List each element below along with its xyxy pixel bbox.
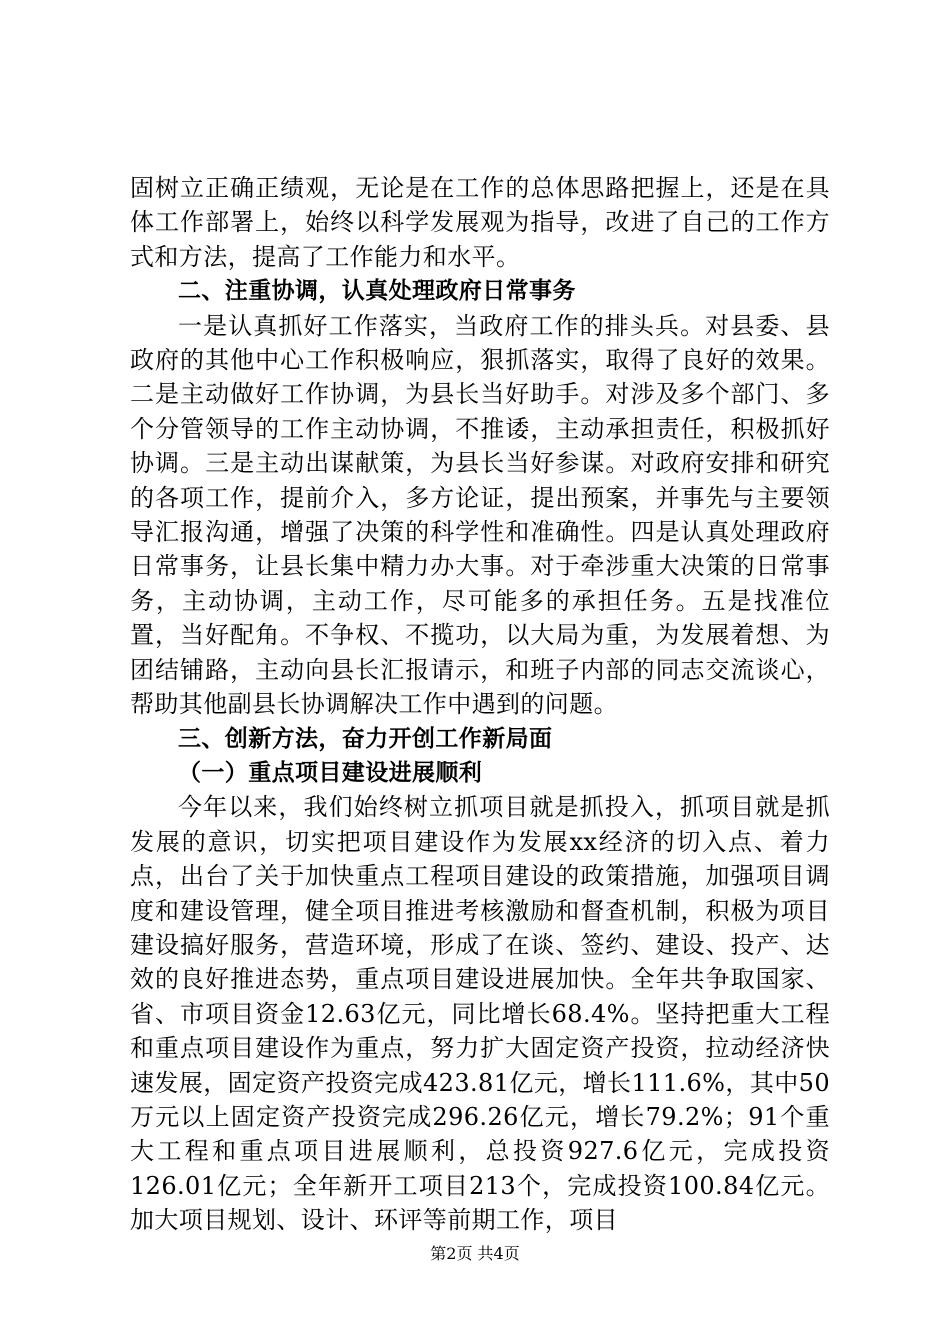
section-heading-2: 二、注重协调，认真处理政府日常事务 bbox=[178, 278, 576, 305]
paragraph-2: 一是认真抓好工作落实，当政府工作的排头兵。对县委、县政府的其他中心工作积极响应，狠抓落实，取得了良好的效果。二是主动做好工作协调，为县长当好助手。对涉及多个部门、多个分管领导的工作主动协调，不推诿，主动承担责任，积极抓好协调。三是主动出谋献策，为县长当好参谋。对政府安排和研究的各项工作，提前介入，多方论证，提出预案，并事先与主要领导汇报沟通，增强了决策的科学性和准确性。四是认真处理政府日常事务，让县长集中精力办大事。对于牵涉重大决策的日常事务，主动协调，主动工作，尽可能多的承担任务。五是找准位置，当好配角。不争权、不揽功，以大局为重，为发展着想、为团结铺路，主动向县长汇报请示，和班子内部的同志交流谈心，帮助其他副县长协调解决工作中遇到的问题。 bbox=[130, 311, 830, 719]
page-footer: 第2页 共4页 bbox=[430, 1244, 520, 1263]
subsection-heading-1: （一）重点项目建设进展顺利 bbox=[178, 759, 483, 786]
document-body bbox=[130, 171, 830, 1238]
section-heading-3: 三、创新方法，奋力开创工作新局面 bbox=[178, 725, 553, 752]
paragraph-3: 今年以来，我们始终树立抓项目就是抓投入，抓项目就是抓发展的意识，切实把项目建设作为发展xx经济的切入点、着力点，出台了关于加快重点工程项目建设的政策措施，加强项目调度和建设管理，健全项目推进考核激励和督查机制，积极为项目建设搞好服务，营造环境，形成了在谈、签约、建设、投产、达效的良好推进态势，重点项目建设进展加快。全年共争取国家、省、市项目资金12.63亿元，同比增长68.4%。坚持把重大工程和重点项目建设作为重点，努力扩大固定资产投资，拉动经济快速发展，固定资产投资完成423.81亿元，增长111.6%，其中50万元以上固定资产投资完成296.26亿元，增长79.2%；91个重大工程和重点项目进展顺利，总投资927.6亿元，完成投资126.01亿元；全年新开工项目213个，完成投资100.84亿元。加大项目规划、设计、环评等前期工作，项目 bbox=[130, 793, 830, 1235]
paragraph-1: 固树立正确正绩观，无论是在工作的总体思路把握上，还是在具体工作部署上，始终以科学发展观为指导，改进了自己的工作方式和方法，提高了工作能力和水平。 bbox=[130, 174, 830, 271]
